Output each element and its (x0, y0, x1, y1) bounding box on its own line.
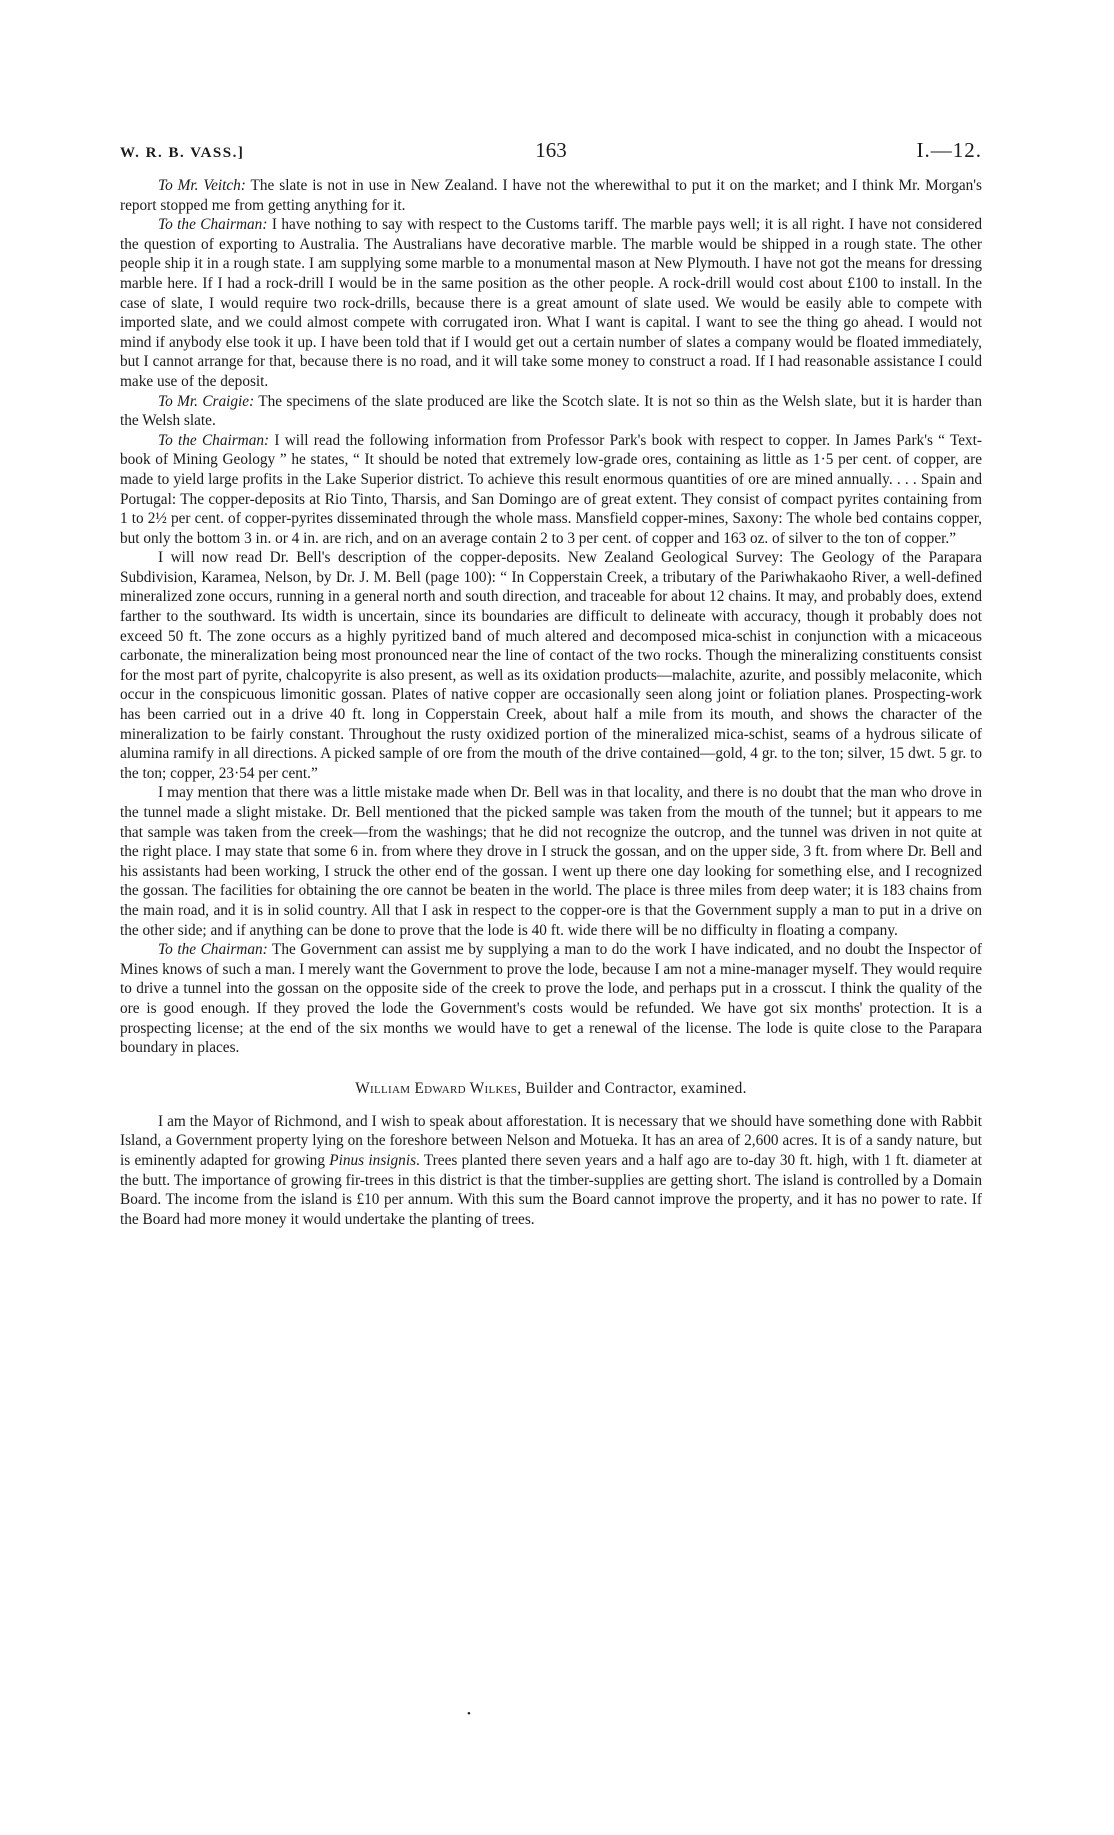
paragraph-text: The specimens of the slate produced are like the Scotch slate. It is not so thin as the Welsh slate, but it is harder than the Welsh slate. (120, 392, 982, 430)
evidence-body (120, 176, 982, 1229)
witness-description: , Builder and Contractor, examined. (517, 1079, 747, 1097)
speaker-label: To the Chairman: (158, 216, 268, 234)
paragraph-text: The Government can assist me by supplying a man to do the work I have indicated, and no doubt the Inspector of Mines knows of such a man. I merely want the Government to prove the lode, because I am not a mine-manager myself. They would require to drive a tunnel into the gossan on the opposite side of the creek to prove the lode, and perhaps put in a crosscut. I think the quality of the ore is good enough. If they proved the lode the Government's costs would be refunded. We have got six months' protection. It is a prospecting license; at the end of the six months we would have to get a renewal of the license. The lode is quite close to the Parapara boundary in places. (120, 941, 983, 1057)
paragraph (120, 548, 982, 783)
paragraph-text: I will now read Dr. Bell's description of the copper-deposits. New Zealand Geological Survey: The Geology of the Parapara Subdivision, Karamea, Nelson, by Dr. J. M. Bell (page 100): “ In Copperstain Creek, a tributary of the Pariwhakaoho River, a well-defined mineralized zone occurs, running in a general north and south direction, and traceable for about 12 chains. It may, and probably does, extend farther to the southward. Its width is uncertain, since its boundaries are difficult to delineate with accuracy, though it probably does not exceed 50 ft. The zone occurs as a highly pyritized band of much altered and decomposed mica-schist in conjunction with a micaceous carbonate, the mineralization being most pronounced near the line of contact of the two rocks. Though the mineralizing constituents consist for the most part of pyrite, chalcopyrite is also present, as well as its oxidation products—malachite, azurite, and possibly melaconite, which occur in the conspicuous limonitic gossan. Plates of native copper are occasionally seen along joint or foliation planes. Prospecting-work has been carried out in a drive 40 ft. long in Copperstain Creek, about half a mile from its mouth, and shows the character of the mineralization to be fairly constant. Throughout the rusty oxidized portion of the mineralized mica-schist, seams of a hydrous silicate of alumina ramify in all directions. A picked sample of ore from the mouth of the drive contained—gold, 4 gr. to the ton; silver, 15 dwt. 5 gr. to the ton; copper, 23·54 per cent.” (120, 549, 982, 782)
paragraph (120, 1112, 982, 1230)
witness-heading (120, 1080, 982, 1098)
species-name: Pinus insignis (329, 1151, 417, 1169)
paragraph (120, 392, 982, 431)
speaker-label: To the Chairman: (158, 431, 270, 449)
speaker-label: To the Chairman: (158, 941, 268, 959)
speaker-label: To Mr. Veitch: (158, 177, 246, 194)
paragraph (120, 940, 982, 1058)
document-page (120, 138, 982, 1229)
witness-name: William Edward Wilkes (355, 1079, 518, 1097)
paragraph-text: I may mention that there was a little mistake made when Dr. Bell was in that locality, and there is no doubt that the man who drove in the tunnel made a slight mistake. Dr. Bell mentioned that the picked sample was taken from the mouth of the tunnel; but it appears to me that sample was taken from the creek—from the washings; that he did not recognize the outcrop, and the tunnel was driven in not quite at the right place. I may state that some 6 in. from where they drove in I struck the gossan, and on the upper side, 3 ft. from where Dr. Bell and his assistants had been working, I struck the other end of the gossan. I went up there one day looking for something else, and I recognized the gossan. The facilities for obtaining the ore cannot be beaten in the world. The place is three miles from deep water; it is 183 chains from the main road, and it is in solid country. All that I ask in respect to the copper-ore is that the Government supply a man to put in a drive on the other side; and if anything can be done to prove that the lode is 40 ft. wide there will be no difficulty in floating a company. (120, 784, 982, 939)
paragraph-text: . Trees planted there seven years and a half ago are to-day 30 ft. high, with 1 ft. diameter at the butt. The importance of growing fir-trees in this district is that the timber-supplies are getting short. The island is controlled by a Domain Board. The income from the island is £10 per annum. With this sum the Board cannot improve the property, and it has no power to rate. If the Board had more money it would undertake the planting of trees. (120, 1151, 982, 1228)
witness-running-head: W. R. B. VASS.] (120, 145, 245, 161)
paragraph-text: The slate is not in use in New Zealand. I have not the wherewithal to put it on the market; and I think Mr. Morgan's report stopped me from getting anything for it. (120, 177, 982, 214)
paragraph (120, 431, 982, 549)
page-number: 163 (535, 138, 567, 162)
paragraph-text: I will read the following information from Professor Park's book with respect to copper. In James Park's “ Text-book of Mining Geology ” he states, “ It should be noted that extremely low-grade ores, containing as little as 1·5 per cent. of copper, are made to yield large profits in the Lake Superior district. To achieve this result enormous quantities of ore are mined annually. . . . Spain and Portugal: The copper-deposits at Rio Tinto, Tharsis, and San Domingo are of great extent. They consist of compact pyrites containing from 1 to 2½ per cent. of copper-pyrites disseminated through the whole mass. Mansfield copper-mines, Saxony: The whole bed contains copper, but only the bottom 3 in. or 4 in. are rich, and on an average contain 2 to 3 per cent. of copper and 163 oz. of silver to the ton of copper.” (120, 431, 982, 547)
speaker-label: To Mr. Craigie: (158, 392, 255, 410)
paper-reference: I.—12. (916, 138, 982, 162)
paragraph (120, 215, 982, 391)
page-bullet-mark: • (467, 1708, 471, 1720)
paragraph-text: I have nothing to say with respect to the Customs tariff. The marble pays well; it is all right. I have not considered the question of exporting to Australia. The Australians have decorative marble. The marble would be shipped in a rough state. The other people ship it in a rough state. I am supplying some marble to a monumental mason at New Plymouth. I have not got the means for dressing marble here. If I had a rock-drill I would be in the same position as the other people. A rock-drill would cost about £100 to install. In the case of slate, I would require two rock-drills, because there is a great amount of slate used. We would be easily able to compete with imported slate, and we could almost compete with corrugated iron. What I want is capital. I want to see the thing go ahead. I would not mind if anybody else took it up. I have been told that if I would get out a certain number of slates a company would be floated immediately, but I cannot arrange for that, because there is no road, and it will take some money to construct a road. If I had reasonable assistance I could make use of the deposit. (120, 216, 983, 390)
paragraph (120, 783, 982, 940)
paragraph-text: I am the Mayor of Richmond, and I wish to speak about afforestation. It is necessary that we should have something done with Rabbit Island, a Government property lying on the foreshore between Nelson and Motueka. It has an area of 2,600 acres. It is of a sandy nature, but is eminently adapted for growing (120, 1112, 982, 1169)
page-header (120, 138, 982, 174)
paragraph (120, 176, 982, 215)
